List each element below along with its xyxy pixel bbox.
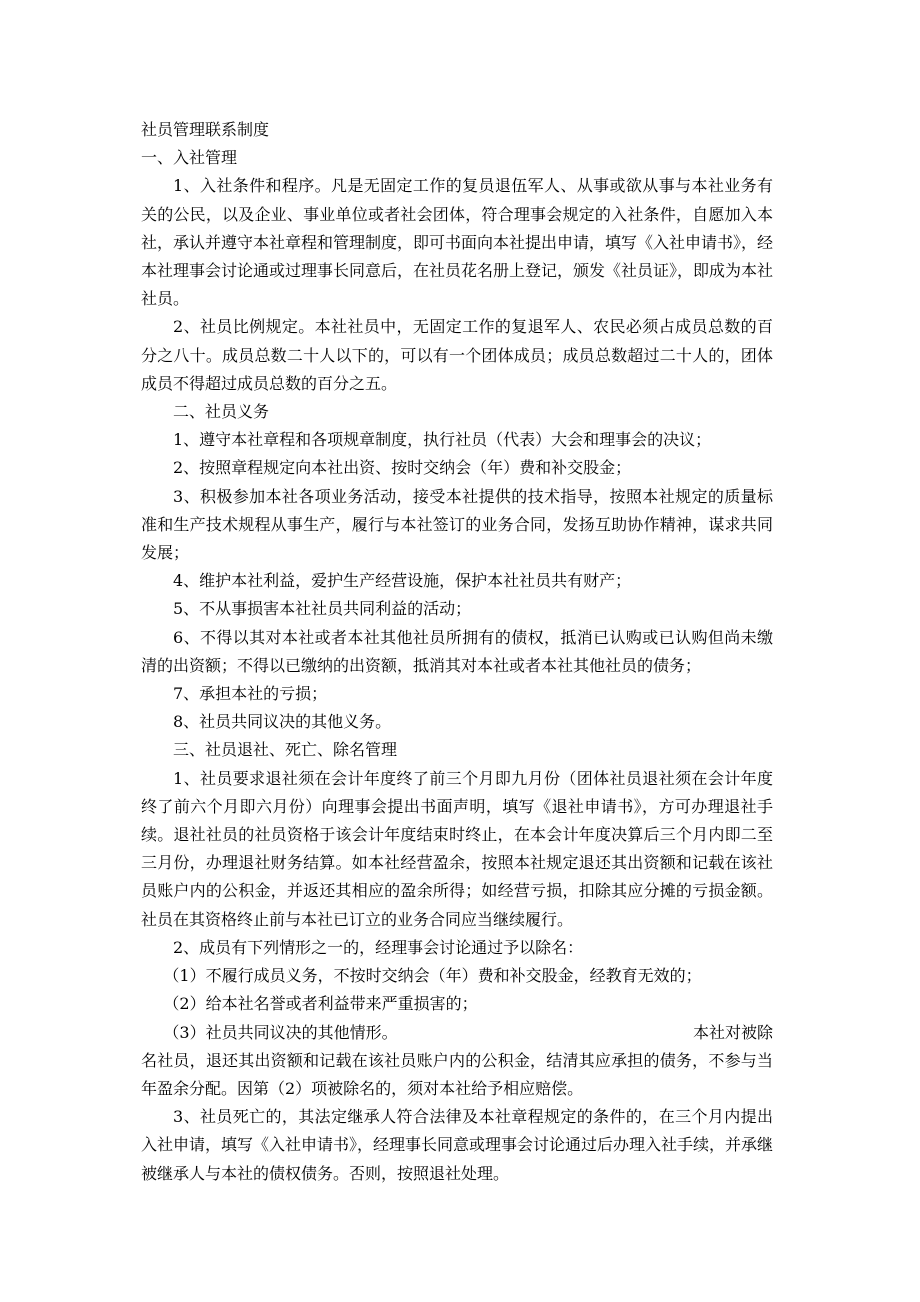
- paragraph-member-ratio: 2、社员比例规定。本社社员中，无固定工作的复退军人、农民必须占成员总数的百分之八十。成员总数二十人以下的，可以有一个团体成员；成员总数超过二十人的，团体成员不得超过成员总数的百分之五。: [141, 317, 773, 393]
- expulsion-case-2: （2）给本社名誉或者利益带来严重损害的；: [163, 994, 478, 1014]
- document-body: [141, 116, 773, 1188]
- obligation-item: 5、不从事损害本社社员共同利益的活动；: [173, 599, 472, 619]
- paragraph-withdrawal: 1、社员要求退社须在会计年度终了前三个月即九月份（团体社员退社须在会计年度终了前六个月即六月份）向理事会提出书面声明，填写《退社申请书》，方可办理退社手续。退社社员的社员资格于该会计年度结束时终止，在本会计年度决算后三个月内即二至三月份，办理退社财务结算。如本社经营盈余，按照本社规定退还其出资额和记载在该社员账户内的公积金，并返还其相应的盈余所得；如经营亏损，扣除其应分摊的亏损金额。社员在其资格终止前与本社已订立的业务合同应当继续履行。: [141, 768, 773, 929]
- section-heading-withdrawal: 三、社员退社、死亡、除名管理: [173, 740, 398, 760]
- expulsion-case-1: （1）不履行成员义务，不按时交纳会（年）费和补交股金，经教育无效的；: [163, 966, 702, 986]
- obligation-item: 3、积极参加本社各项业务活动，接受本社提供的技术指导，按照本社规定的质量标准和生产技术规程从事生产，履行与本社签订的业务合同，发扬互助协作精神，谋求共同发展；: [141, 486, 773, 563]
- section-heading-membership: 一、入社管理: [141, 148, 238, 168]
- expulsion-case-3: （3）社员共同议决的其他情形。: [163, 1022, 398, 1042]
- section-heading-obligations: 二、社员义务: [173, 402, 270, 422]
- obligation-item: 8、社员共同议决的其他义务。: [173, 712, 392, 732]
- document-title: 社员管理联系制度: [141, 120, 270, 139]
- obligation-item: 7、承担本社的亏损；: [173, 684, 328, 704]
- paragraph-member-death: 3、社员死亡的，其法定继承人符合法律及本社章程规定的条件的，在三个月内提出入社申请，填写《入社申请书》，经理事长同意或理事会讨论通过后办理入社手续，并承继被继承人与本社的债权债务。否则，按照退社处理。: [141, 1107, 774, 1183]
- obligation-item: 6、不得以其对本社或者本社其他社员所拥有的债权，抵消已认购或已认购但尚未缴清的出资额；不得以已缴纳的出资额，抵消其对本社或者本社其他社员的债务；: [141, 627, 773, 675]
- expulsion-case-3-tail: 本社对被除: [692, 1022, 773, 1042]
- obligation-item: 2、按照章程规定向本社出资、按时交纳会（年）费和补交股金；: [173, 458, 632, 478]
- obligation-item: 1、遵守本社章程和各项规章制度，执行社员（代表）大会和理事会的决议；: [173, 430, 712, 450]
- paragraph-expulsion: 2、成员有下列情形之一的，经理事会讨论通过予以除名：: [173, 937, 584, 957]
- obligation-item: 4、维护本社利益，爱护生产经营设施，保护本社社员共有财产；: [173, 571, 632, 591]
- paragraph-entry-conditions: 1、入社条件和程序。凡是无固定工作的复员退伍军人、从事或欲从事与本社业务有关的公民，以及企业、事业单位或者社会团体，符合理事会规定的入社条件，自愿加入本社，承认并遵守本社章程和管理制度，即可书面向本社提出申请，填写《入社申请书》，经本社理事会讨论通或过理事长同意后，在社员花名册上登记，颁发《社员证》，即成为本社社员。: [141, 176, 774, 309]
- paragraph-expulsion-continued: 名社员，退还其出资额和记载在该社员账户内的公积金，结清其应承担的债务，不参与当年盈余分配。因第（2）项被除名的，须对本社给予相应赔偿。: [141, 1050, 773, 1098]
- expulsion-case-3-line: [141, 1019, 773, 1047]
